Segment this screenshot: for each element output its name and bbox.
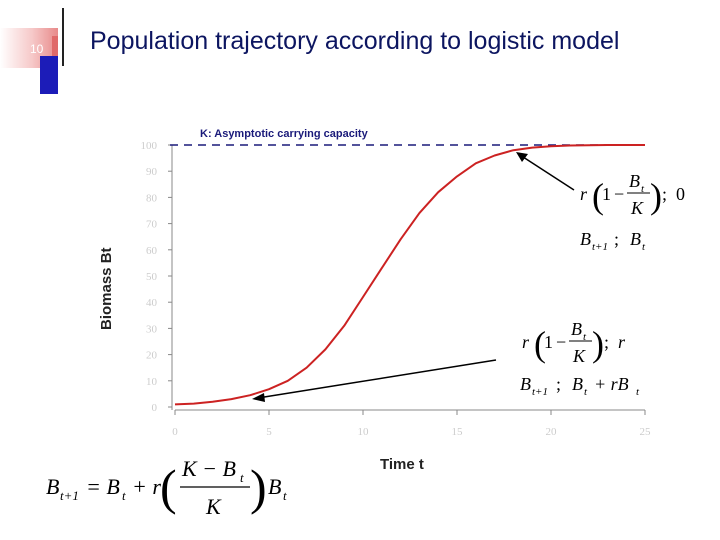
svg-text:B: B: [268, 474, 282, 499]
svg-text:K − B: K − B: [182, 456, 236, 481]
svg-text:t: t: [122, 488, 126, 503]
logistic-formula: [46, 456, 287, 519]
svg-text:(: (: [592, 176, 604, 216]
svg-text:B: B: [629, 171, 640, 191]
upper-arrow-head: [516, 152, 528, 162]
svg-text:r: r: [522, 332, 530, 352]
svg-text:B: B: [571, 319, 582, 339]
x-tick-label: 10: [357, 426, 369, 438]
carrying-capacity-label: K: Asymptotic carrying capacity: [200, 128, 368, 140]
x-tick-label: 15: [451, 426, 463, 438]
svg-text:B: B: [572, 374, 583, 394]
upper-arrow: [520, 155, 574, 190]
svg-text:t: t: [283, 488, 287, 503]
y-axis-label: Biomass Bt: [98, 247, 115, 330]
upper-annotation: [580, 171, 685, 218]
svg-text:B: B: [46, 474, 60, 499]
svg-text:(: (: [160, 459, 177, 515]
lower-annotation-2: [520, 374, 640, 398]
svg-text:K: K: [631, 198, 644, 218]
x-tick-label: 5: [266, 426, 272, 438]
lower-arrow: [258, 360, 496, 398]
svg-text:t+1: t+1: [592, 241, 608, 253]
svg-text:= B: = B: [86, 474, 120, 499]
svg-text:;: ;: [604, 332, 610, 352]
svg-text:;: ;: [662, 184, 668, 204]
svg-text:B: B: [520, 374, 531, 394]
y-tick-label: 100: [140, 140, 157, 152]
y-tick-label: 70: [146, 218, 157, 231]
svg-text:(: (: [534, 324, 546, 364]
x-axis-label: Time t: [380, 456, 424, 473]
svg-text:t: t: [584, 386, 588, 398]
svg-text:B: B: [630, 229, 641, 249]
svg-text:1: 1: [602, 184, 611, 204]
x-tick-label: 25: [639, 426, 651, 438]
svg-text:r: r: [618, 332, 626, 352]
svg-text:): ): [650, 176, 662, 216]
svg-text:1: 1: [544, 332, 553, 352]
svg-text:t: t: [636, 386, 640, 398]
svg-text:;: ;: [556, 374, 562, 394]
svg-text:t: t: [240, 470, 244, 485]
svg-text:r: r: [580, 184, 588, 204]
y-tick-label: 80: [146, 192, 157, 205]
chart-axes: [172, 145, 645, 410]
svg-text:−: −: [556, 332, 567, 352]
y-tick-label: 10: [146, 375, 157, 388]
svg-text:+ rB: + rB: [594, 374, 629, 394]
x-tick-label: 20: [545, 426, 557, 438]
svg-text:t: t: [642, 241, 646, 253]
y-tick-label: 0: [151, 402, 157, 414]
svg-text:K: K: [573, 346, 586, 366]
y-tick-label: 20: [146, 349, 157, 362]
y-tick-label: 90: [146, 166, 157, 179]
svg-text:K: K: [206, 494, 221, 519]
upper-annotation-2: [580, 229, 646, 253]
svg-text:;: ;: [614, 229, 620, 249]
y-tick-label: 30: [146, 323, 157, 336]
svg-text:t: t: [583, 331, 587, 343]
slide-title: Population trajectory according to logistic model: [90, 27, 620, 55]
svg-text:): ): [592, 324, 604, 364]
svg-text:+ r: + r: [132, 474, 161, 499]
lower-annotation: [522, 319, 626, 366]
y-tick-label: 40: [146, 297, 157, 310]
svg-text:0: 0: [676, 184, 685, 204]
svg-text:t+1: t+1: [532, 386, 548, 398]
slide-number: 10: [30, 42, 44, 56]
svg-text:): ): [250, 459, 267, 515]
svg-text:B: B: [580, 229, 591, 249]
x-tick-label: 0: [172, 426, 178, 438]
svg-text:t: t: [641, 183, 645, 195]
y-tick-label: 60: [146, 244, 157, 257]
svg-text:t+1: t+1: [60, 488, 79, 503]
svg-text:−: −: [614, 184, 625, 204]
y-tick-label: 50: [146, 271, 157, 283]
